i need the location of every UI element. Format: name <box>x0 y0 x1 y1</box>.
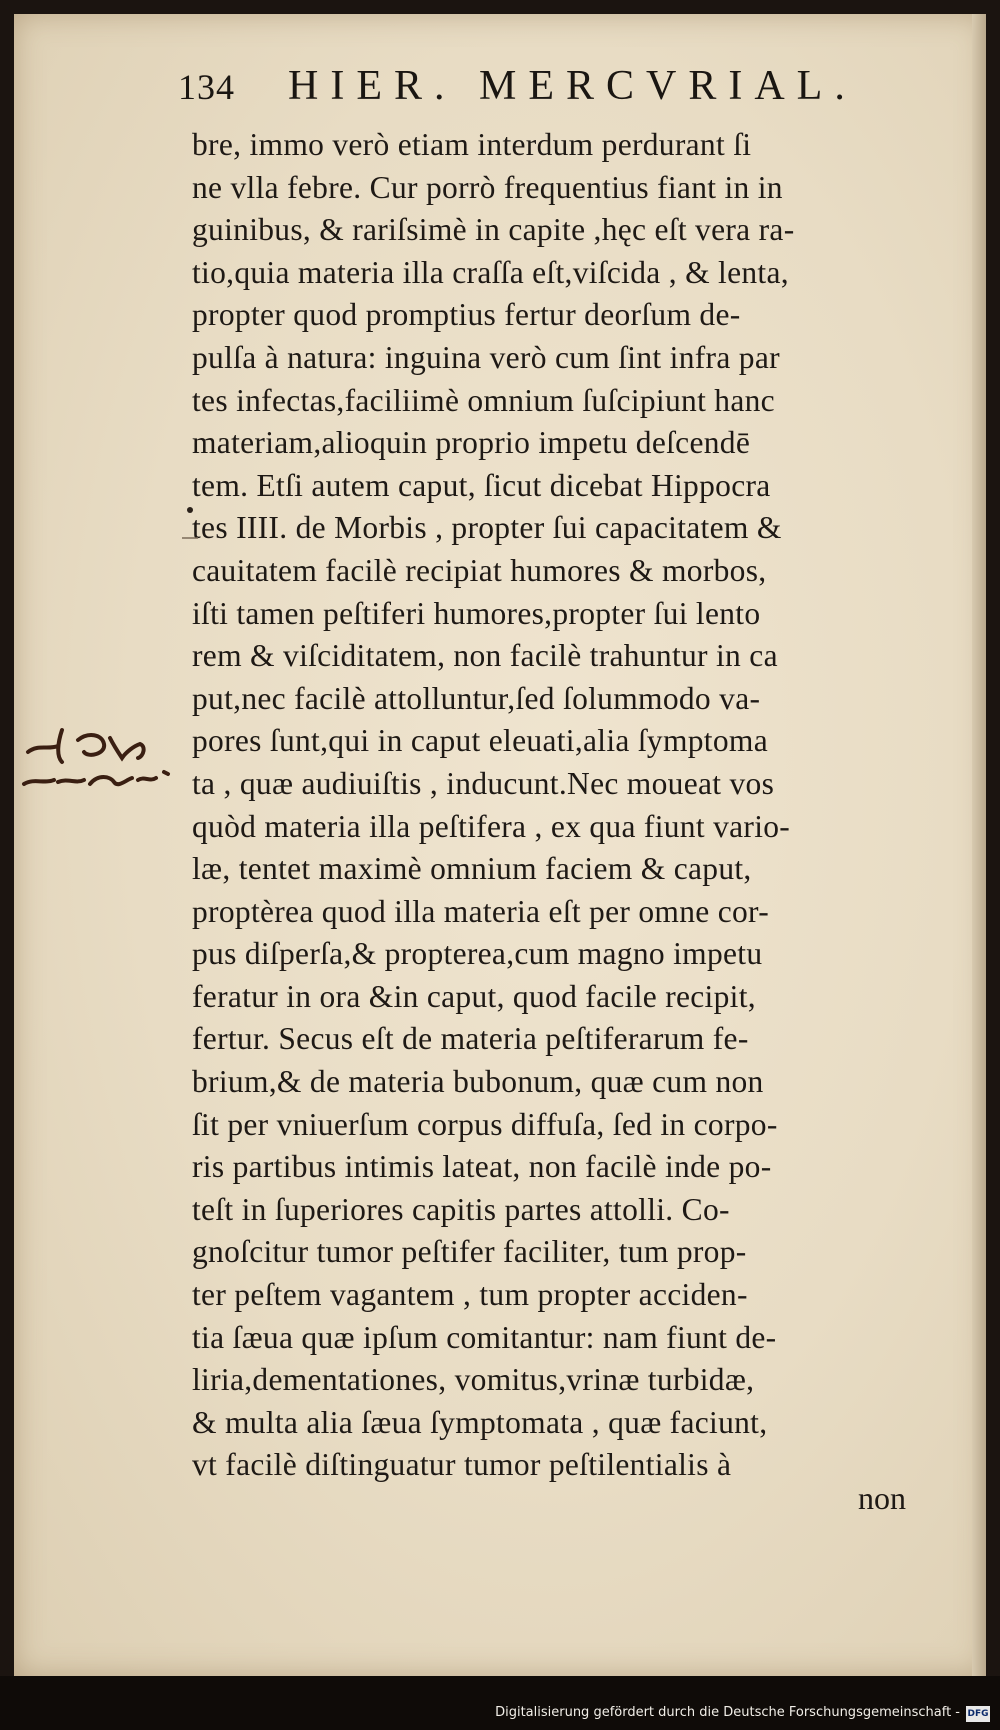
text-line: feratur in ora &in caput, quod facile recipit, <box>192 978 756 1014</box>
text-line: liria,dementationes, vomitus,vrinæ turbidæ, <box>192 1362 755 1398</box>
text-line: put,nec facilè attolluntur,ſed ſolummodo va- <box>192 680 761 716</box>
dfg-logo-icon: DFG <box>966 1706 990 1722</box>
text-line: iſti tamen peſtiferi humores,propter ſui lento <box>192 595 761 631</box>
text-line: tio,quia materia illa craſſa eſt,viſcida , & lenta, <box>192 254 789 290</box>
text-line: bre, immo verò etiam interdum perdurant ſi <box>192 127 752 162</box>
body-text <box>192 124 932 1487</box>
text-line: brium,& de materia bubonum, quæ cum non <box>192 1064 764 1100</box>
text-line: proptèrea quod illa materia eſt per omne cor- <box>192 893 769 929</box>
page-edge <box>972 14 986 1676</box>
text-line: rem & viſciditatem, non facilè trahuntur in ca <box>192 638 778 674</box>
text-line: tes IIII. de Morbis , propter ſui capacitatem & <box>192 510 782 546</box>
page-header <box>178 62 858 112</box>
text-line: ne vlla febre. Cur porrò frequentius fiant in in <box>192 169 783 205</box>
text-line: tes infectas,faciliimè omnium ſuſcipiunt hanc <box>192 382 775 418</box>
margin-dot-icon <box>180 504 200 544</box>
text-line: teſt in ſuperiores capitis partes attolli. Co- <box>192 1191 730 1227</box>
text-line: materiam,alioquin proprio impetu deſcendē <box>192 425 751 461</box>
text-line: ter peſtem vagantem , tum propter acciden- <box>192 1277 748 1313</box>
catchword: non <box>858 1480 906 1516</box>
text-line: læ, tentet maximè omnium faciem & caput, <box>192 851 752 887</box>
text-line: ta , quæ audiuiſtis , inducunt.Nec moueat vos <box>192 765 775 801</box>
text-line: pulſa à natura: inguina verò cum ſint infra par <box>192 339 780 375</box>
text-line: quòd materia illa peſtifera , ex qua fiunt vario- <box>192 808 791 844</box>
handwritten-annotation-icon <box>18 722 178 802</box>
text-line: ſit per vniuerſum corpus diffuſa, ſed in corpo- <box>192 1106 778 1142</box>
running-head: HIER. MERCVRIAL. <box>288 63 857 109</box>
text-line: vt facilè diſtinguatur tumor peſtilentialis à <box>192 1447 732 1483</box>
digitization-credit: Digitalisierung gefördert durch die Deutsche Forschungsgemeinschaft - <box>495 1705 960 1720</box>
text-line: & multa alia ſæua ſymptomata , quæ faciunt, <box>192 1404 768 1440</box>
text-line: ris partibus intimis lateat, non facilè inde po- <box>192 1149 772 1185</box>
page-number: 134 <box>178 67 235 107</box>
text-line: gnoſcitur tumor peſtifer faciliter, tum prop- <box>192 1234 747 1270</box>
text-line: guinibus, & rariſsimè in capite ,hęc eſt vera ra- <box>192 212 795 248</box>
text-line: fertur. Secus eſt de materia peſtiferarum fe- <box>192 1021 749 1057</box>
text-line: cauitatem facilè recipiat humores & morbos, <box>192 552 767 588</box>
text-line: pus diſperſa,& propterea,cum magno impetu <box>192 936 763 972</box>
text-line: pores ſunt,qui in caput eleuati,alia ſymptoma <box>192 723 768 759</box>
text-line: tia ſæua quæ ipſum comitantur: nam fiunt de- <box>192 1319 777 1355</box>
text-line: propter quod promptius fertur deorſum de- <box>192 297 741 333</box>
footer-bar <box>0 1676 1000 1730</box>
text-line: tem. Etſi autem caput, ſicut dicebat Hippocra <box>192 467 771 503</box>
